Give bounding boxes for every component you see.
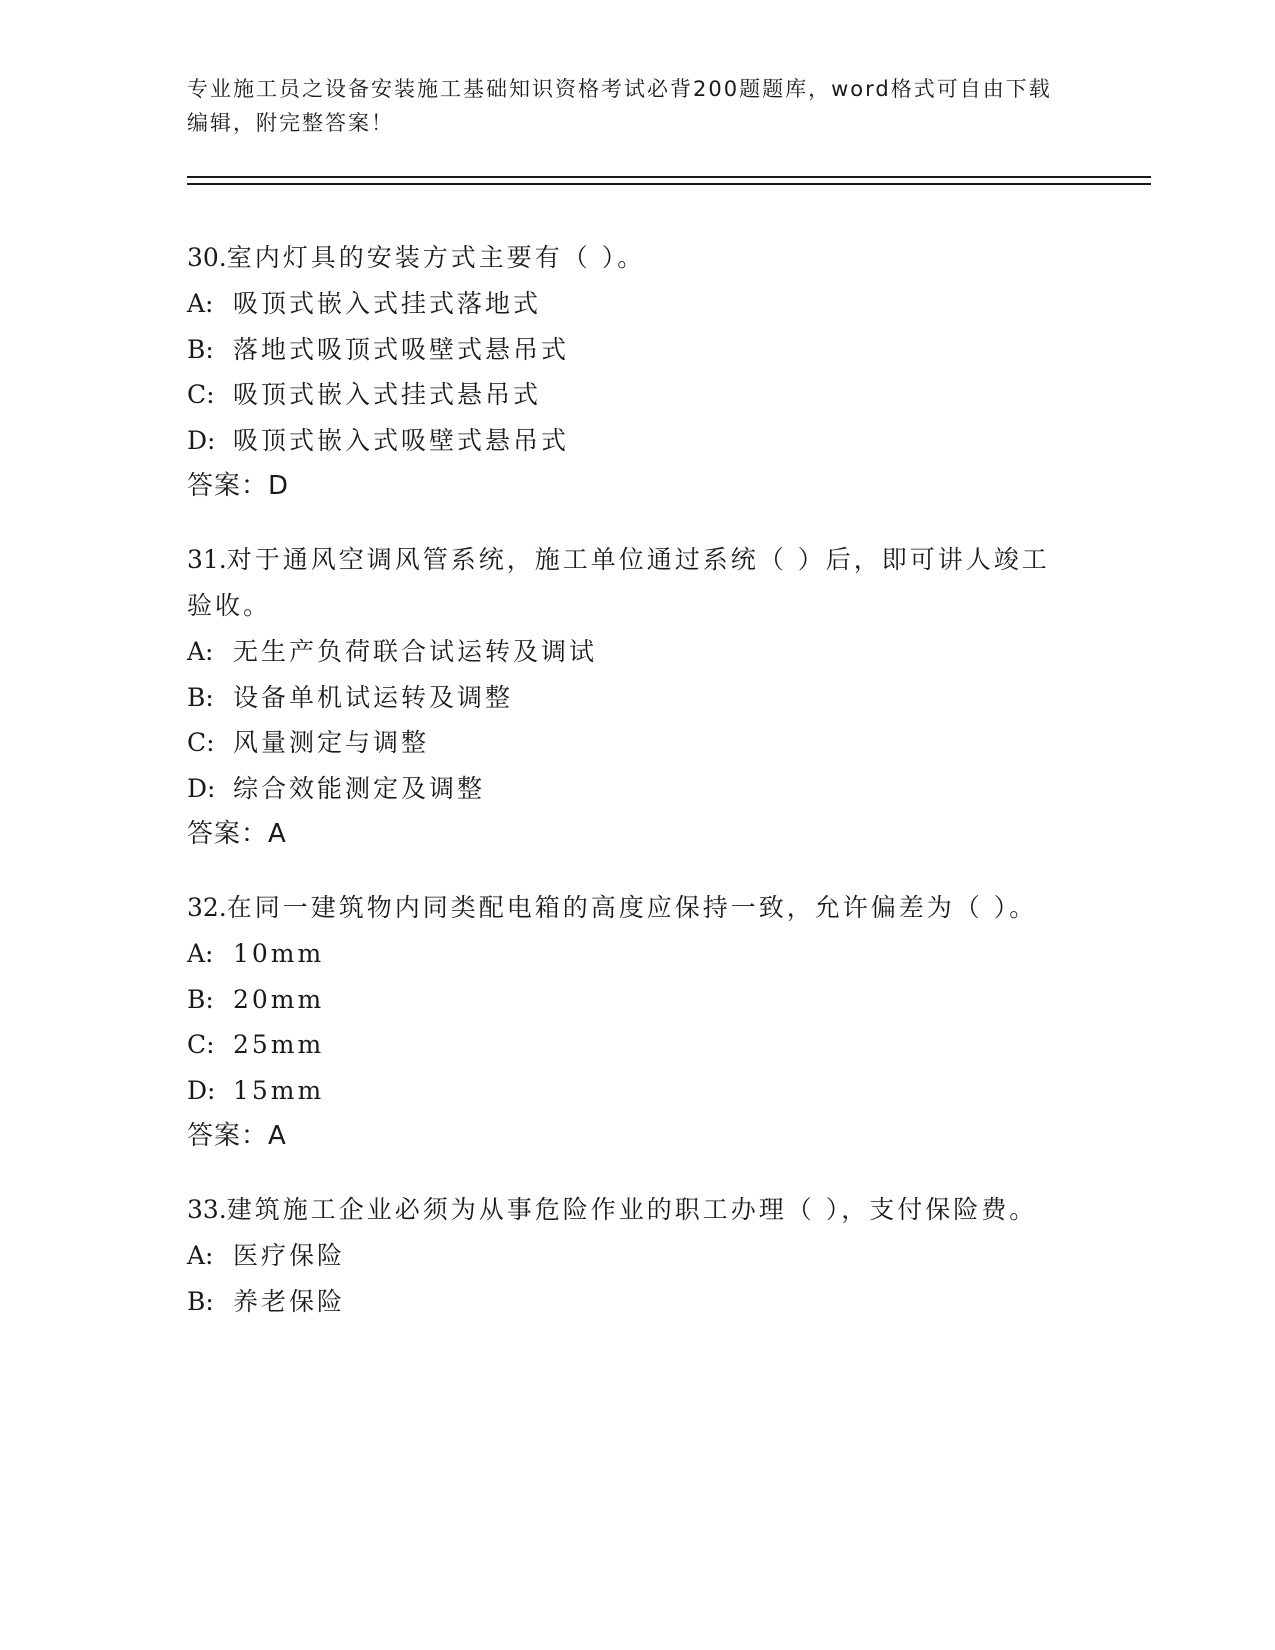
option-letter: D: <box>187 1075 216 1105</box>
question-text: 室内灯具的安装方式主要有（ ）。 <box>226 243 646 272</box>
question-text: 建筑施工企业必须为从事危险作业的职工办理（ ），支付保险费。 <box>226 1195 1038 1224</box>
option-a <box>187 281 1067 327</box>
option-letter: C: <box>187 728 215 757</box>
option-letter: A: <box>187 637 214 666</box>
option-text: 25mm <box>233 1030 325 1059</box>
document-page <box>187 0 1147 1650</box>
question-stem <box>187 1187 1057 1233</box>
option-b <box>187 1279 1067 1325</box>
option-c <box>187 372 1067 418</box>
option-text: 无生产负荷联合试运转及调试 <box>233 637 598 666</box>
question-number: 31. <box>187 545 227 574</box>
option-text: 医疗保险 <box>233 1241 346 1270</box>
option-c <box>187 1022 1067 1068</box>
question-list <box>187 235 1067 1352</box>
answer-line: 答案：A <box>187 819 287 849</box>
option-text: 20mm <box>233 984 325 1014</box>
option-text: 综合效能测定及调整 <box>233 773 486 803</box>
question-number: 32. <box>187 893 227 922</box>
answer-line: 答案：A <box>187 1121 287 1151</box>
option-text: 落地式吸顶式吸壁式悬吊式 <box>233 334 570 364</box>
question-number: 30. <box>187 243 227 272</box>
option-letter: B: <box>187 682 214 712</box>
header-double-rule <box>187 176 1151 185</box>
option-letter: A: <box>187 289 214 318</box>
option-letter: B: <box>187 334 214 364</box>
option-letter: B: <box>187 984 214 1014</box>
question-stem <box>187 235 1057 281</box>
option-b <box>187 675 1067 721</box>
option-text: 10mm <box>233 939 325 968</box>
option-letter: B: <box>187 1286 214 1316</box>
option-text: 吸顶式嵌入式挂式落地式 <box>233 289 542 318</box>
option-c <box>187 720 1067 766</box>
option-a <box>187 629 1067 675</box>
option-text: 设备单机试运转及调整 <box>233 682 514 712</box>
option-a <box>187 931 1067 977</box>
option-letter: C: <box>187 380 215 409</box>
option-d <box>187 1068 1067 1114</box>
question-33 <box>187 1187 1067 1324</box>
question-stem <box>187 885 1057 931</box>
question-number: 33. <box>187 1195 227 1224</box>
question-text: 对于通风空调风管系统，施工单位通过系统（ ）后，即可讲人竣工验收。 <box>187 545 1050 620</box>
option-letter: D: <box>187 425 216 455</box>
option-letter: A: <box>187 1241 214 1270</box>
question-text: 在同一建筑物内同类配电箱的高度应保持一致，允许偏差为（ ）。 <box>226 893 1038 922</box>
question-stem <box>187 537 1057 629</box>
answer-line: 答案：D <box>187 471 290 501</box>
option-letter: D: <box>187 773 216 803</box>
question-32 <box>187 885 1067 1159</box>
option-text: 吸顶式嵌入式挂式悬吊式 <box>233 380 542 409</box>
option-b <box>187 977 1067 1023</box>
question-31 <box>187 537 1067 857</box>
option-letter: A: <box>187 939 214 968</box>
option-a <box>187 1233 1067 1279</box>
document-header: 专业施工员之设备安装施工基础知识资格考试必背200题题库，word格式可自由下载编辑，附完整答案！ <box>187 77 1052 135</box>
option-b <box>187 327 1067 373</box>
option-d <box>187 418 1067 464</box>
option-letter: C: <box>187 1030 215 1059</box>
question-30 <box>187 235 1067 509</box>
option-text: 风量测定与调整 <box>233 728 430 757</box>
option-text: 养老保险 <box>233 1286 346 1316</box>
option-text: 吸顶式嵌入式吸壁式悬吊式 <box>233 425 570 455</box>
option-text: 15mm <box>233 1075 325 1105</box>
option-d <box>187 766 1067 812</box>
